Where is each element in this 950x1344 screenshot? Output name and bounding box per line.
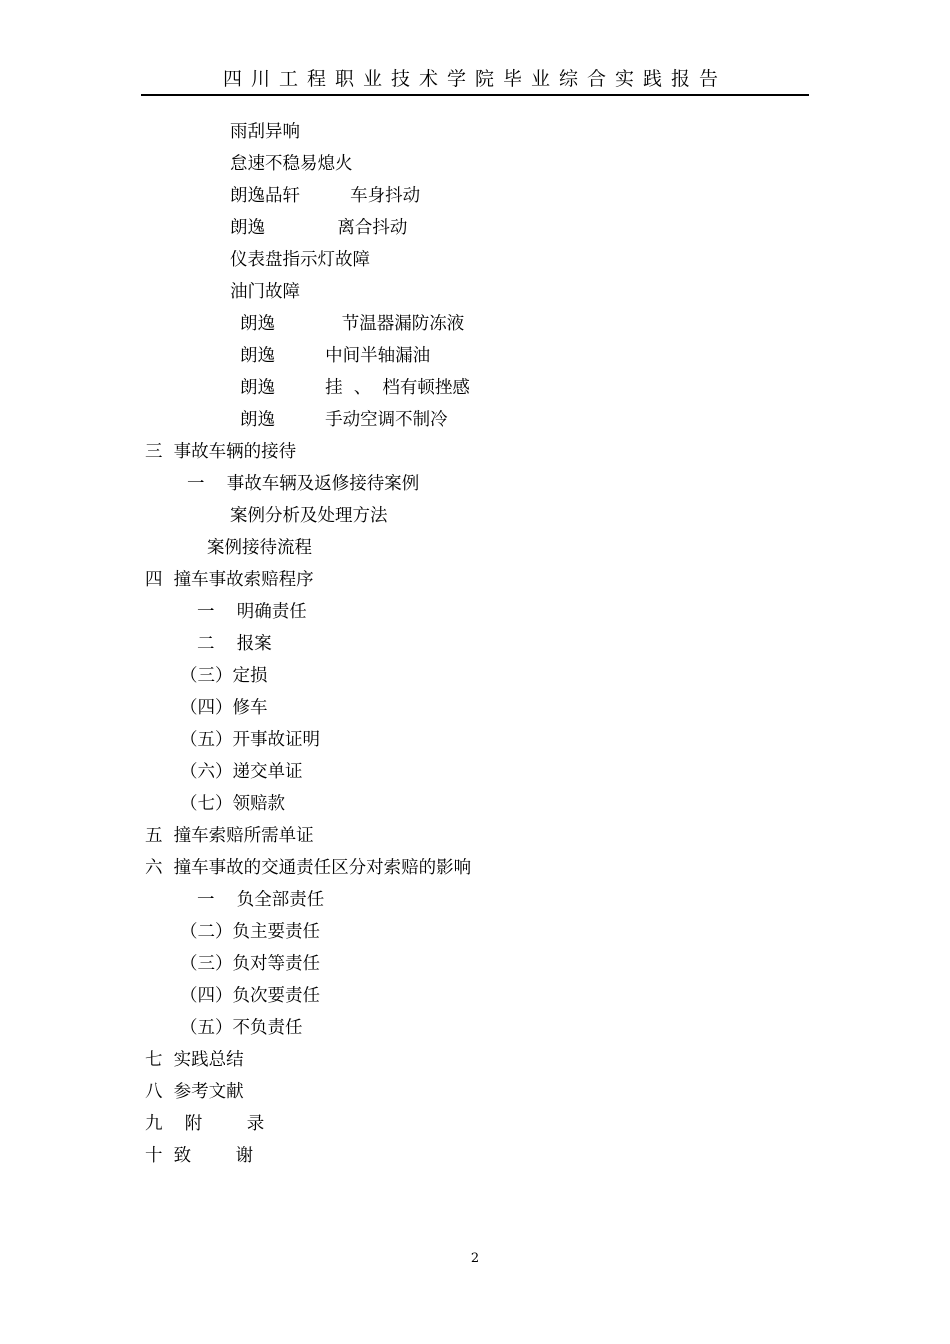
toc-section-claim-procedure: 四 撞车事故索赔程序 [145, 570, 314, 590]
toc-entry-accident-certificate: （五）开事故证明 [180, 730, 320, 750]
toc-section-appendix: 九 附 录 [145, 1114, 265, 1134]
toc-entry-wiper-noise: 雨刮异响 [230, 122, 300, 142]
toc-section-accident-reception: 三 事故车辆的接待 [145, 442, 297, 462]
toc-entry-damage-assessment: （三）定损 [180, 666, 268, 686]
toc-section-liability-impact: 六 撞车事故的交通责任区分对索赔的影响 [145, 858, 472, 878]
toc-entry-ac-not-cooling: 朗逸 手动空调不制冷 [240, 410, 448, 430]
toc-entry-receive-payment: （七）领赔款 [180, 794, 285, 814]
toc-entry-equal-liability: （三）负对等责任 [180, 954, 320, 974]
toc-section-claim-documents: 五 撞车索赔所需单证 [145, 826, 314, 846]
toc-entry-minor-liability: （四）负次要责任 [180, 986, 320, 1006]
toc-section-acknowledgements: 十 致 谢 [145, 1146, 254, 1166]
toc-section-practice-summary: 七 实践总结 [145, 1050, 244, 1070]
toc-entry-report-case: 二 报案 [197, 634, 272, 654]
toc-entry-determine-liability: 一 明确责任 [197, 602, 307, 622]
toc-entry-dashboard-light: 仪表盘指示灯故障 [230, 250, 370, 270]
toc-entry-case-analysis: 案例分析及处理方法 [230, 506, 388, 526]
page-number: 2 [470, 1251, 480, 1266]
toc-entry-body-shake: 朗逸品轩 车身抖动 [230, 186, 421, 206]
toc-entry-reception-process: 案例接待流程 [207, 538, 312, 558]
toc-entry-half-shaft-leak: 朗逸 中间半轴漏油 [240, 346, 431, 366]
toc-entry-no-liability: （五）不负责任 [180, 1018, 303, 1038]
toc-entry-gear-jerk: 朗逸 挂 、 档有顿挫感 [240, 378, 470, 398]
toc-entry-repair-car: （四）修车 [180, 698, 268, 718]
toc-entry-major-liability: （二）负主要责任 [180, 922, 320, 942]
toc-section-references: 八 参考文献 [145, 1082, 244, 1102]
toc-entry-thermostat-leak: 朗逸 节温器漏防冻液 [240, 314, 465, 334]
toc-entry-idle-stall: 怠速不稳易熄火 [230, 154, 353, 174]
header-divider [141, 94, 809, 96]
toc-entry-clutch-shake: 朗逸 离合抖动 [230, 218, 408, 238]
header-title: 四川工程职业技术学院毕业综合实践报告 [222, 68, 727, 90]
toc-entry-full-liability: 一 负全部责任 [197, 890, 325, 910]
toc-entry-throttle-fault: 油门故障 [230, 282, 300, 302]
toc-entry-submit-documents: （六）递交单证 [180, 762, 303, 782]
toc-entry-reception-cases: 一 事故车辆及返修接待案例 [187, 474, 420, 494]
